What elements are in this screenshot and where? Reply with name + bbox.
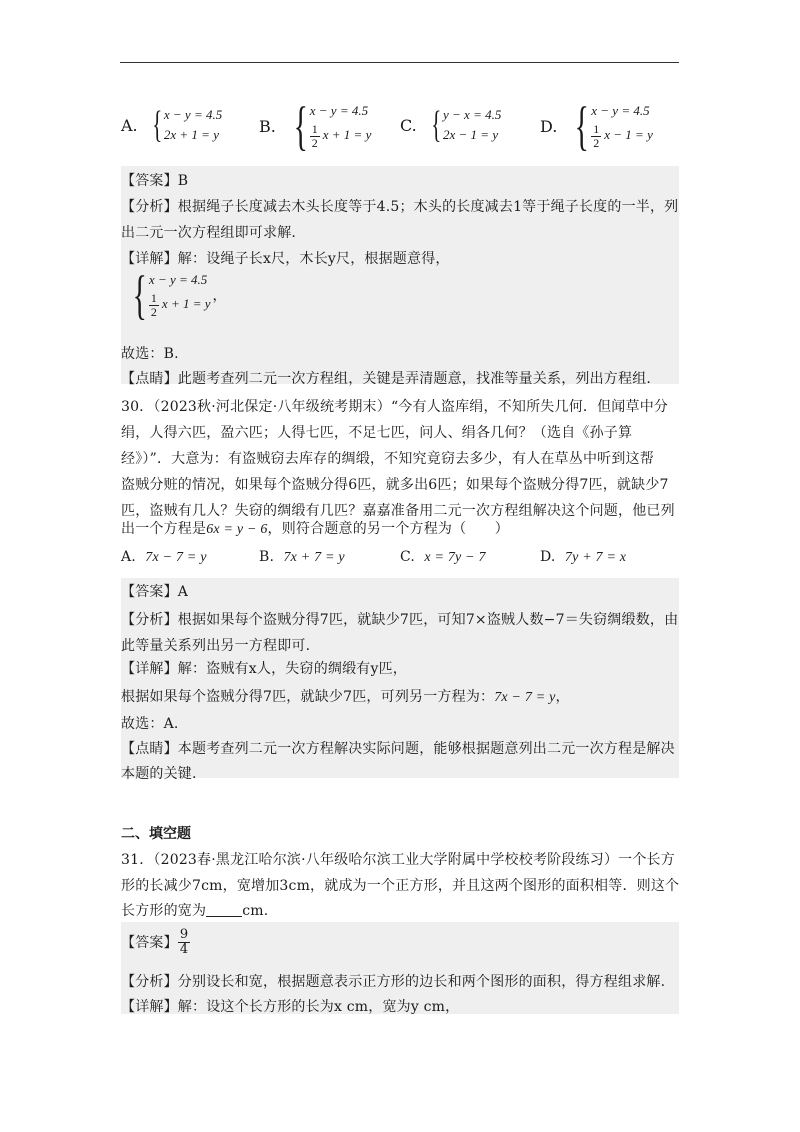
equation: 7x − 7 = y xyxy=(145,550,207,565)
q29-equation-system xyxy=(121,265,227,325)
equation-2: x − 1 = y xyxy=(604,126,653,142)
equation-1: x − y = 4.5 xyxy=(163,107,223,122)
equation-1: x − y = 4.5 xyxy=(591,102,650,118)
option-label: D. xyxy=(540,116,558,136)
q31-line-2: 形的长减少7cm，宽增加3cm，就成为一个正方形，并且这两个图形的面积相等．则这个 xyxy=(121,878,680,894)
q31-analysis: 【分析】分别设长和宽，根据题意表示正方形的边长和两个图形的面积，得方程组求解. xyxy=(121,974,666,990)
equation-1: x − y = 4.5 xyxy=(309,102,369,118)
equation: 7x − 7 = y xyxy=(494,690,556,705)
text: cm. xyxy=(242,903,269,919)
equation-1: y − x = 4.5 xyxy=(443,107,502,122)
q29-analysis-line-1: 【分析】根据绳子长度减去木头长度等于4.5；木头的长度减去1等于绳子长度的一半，列 xyxy=(121,199,679,215)
answer-label: 【答案】 xyxy=(121,935,178,952)
fraction-denominator: 2 xyxy=(150,304,157,319)
q30-analysis-line-2: 此等量关系列出另一方程即可. xyxy=(121,638,311,654)
q29-detail: 【详解】解：设绳子长x尺，木长y尺，根据题意得， xyxy=(121,251,450,267)
q30-line-4: 盗贼分赃的情况，如果每个盗贼分得6匹，就多出6匹；如果每个盗贼分得7匹，就缺少7 xyxy=(121,477,669,493)
equation: 7x + 7 = y xyxy=(283,550,345,565)
text: 出一个方程是 xyxy=(121,521,207,537)
q30-analysis-line-1: 【分析】根据如果每个盗贼分得7匹，就缺少7匹，可知7×盗贼人数−7＝失窃绸缎数，由 xyxy=(121,612,679,628)
q30-detail-line-2 xyxy=(121,686,570,706)
q29-choose: 故选：B. xyxy=(121,346,179,362)
fraction-numerator: 1 xyxy=(150,290,157,305)
q30-line-2: 绢，人得六匹，盈六匹；人得七匹，不足七匹，问人、绢各几何？（选自《孙子算 xyxy=(121,425,633,441)
text: 长方形的宽为 xyxy=(121,903,207,919)
q30-answer: 【答案】A xyxy=(121,584,189,600)
equation-2: x + 1 = y xyxy=(322,126,372,142)
q29-option-c[interactable] xyxy=(400,106,501,144)
q30-line-3: 经》）”．大意为：有盗贼窃去库存的绸缎，不知究竟窃去多少，有人在草丛中听到这帮 xyxy=(121,451,654,467)
q30-choose: 故选：A. xyxy=(121,716,179,732)
text: ，则符合题意的另一个方程为（ ） xyxy=(267,521,509,537)
q30-line-5: 匹，盗贼有几人？失窃的绸缎有几匹？嘉嘉准备用二元一次方程组解决这个问题，他已列 xyxy=(121,503,675,519)
q30-line-6 xyxy=(121,518,509,538)
punctuation: ， xyxy=(212,288,227,304)
q31-line-3 xyxy=(121,900,268,920)
q30-option-d[interactable] xyxy=(540,549,626,566)
fraction-denominator: 2 xyxy=(593,135,600,150)
q30-option-a[interactable] xyxy=(121,549,207,566)
q30-comment-line-2: 本题的关键. xyxy=(121,766,197,782)
option-label: D. xyxy=(540,549,556,565)
option-label: C. xyxy=(400,549,416,565)
equation-1: x − y = 4.5 xyxy=(148,271,208,287)
section-heading: 二、填空题 xyxy=(121,826,191,842)
option-label: A. xyxy=(121,115,138,135)
fraction-denominator: 4 xyxy=(179,941,189,957)
brace-icon: { xyxy=(575,96,590,156)
q30-option-b[interactable] xyxy=(259,549,345,566)
equation: 6x = y − 6 xyxy=(206,522,268,537)
q30-comment-line-1: 【点睛】本题考查列二元一次方程解决实际问题，能够根据题意列出二元一次方程是解决 xyxy=(121,741,675,757)
q30-line-1: 30．（2023秋·河北保定·八年级统考期末）“今有人盗库绢，不知所失几何．但闻草中分 xyxy=(121,399,669,415)
option-label: C. xyxy=(400,115,417,135)
q29-option-d[interactable] xyxy=(540,96,653,156)
fraction-numerator: 9 xyxy=(179,927,189,942)
option-label: B. xyxy=(259,116,276,136)
q30-option-c[interactable] xyxy=(400,549,486,566)
q29-answer: 【答案】B xyxy=(121,173,189,189)
equation-2: x + 1 = y xyxy=(161,295,211,311)
fraction-denominator: 2 xyxy=(311,135,318,150)
q29-option-a[interactable] xyxy=(121,106,222,144)
q29-option-b[interactable] xyxy=(259,96,372,156)
text: ， xyxy=(555,689,570,705)
equation-2: 2x + 1 = y xyxy=(163,127,219,142)
q29-comment: 【点睛】此题考查列二元一次方程组，关键是弄清题意，找准等量关系，列出方程组. xyxy=(121,371,652,387)
q31-detail: 【详解】解：设这个长方形的长为x cm，宽为y cm， xyxy=(121,999,460,1015)
equation: 7y + 7 = x xyxy=(564,550,627,565)
option-label: A. xyxy=(121,549,136,565)
fraction-numerator: 1 xyxy=(311,121,318,136)
q29-analysis-line-2: 出二元一次方程组即可求解. xyxy=(121,225,297,241)
q31-answer xyxy=(121,928,193,956)
option-label: B. xyxy=(259,549,275,565)
brace-icon: { xyxy=(151,104,162,146)
header-rule xyxy=(120,62,679,63)
answer-blank[interactable] xyxy=(206,902,242,917)
fraction-numerator: 1 xyxy=(593,121,600,136)
brace-icon: { xyxy=(430,104,442,146)
equation: x = 7y − 7 xyxy=(424,550,486,565)
equation-2: 2x − 1 = y xyxy=(443,127,499,142)
brace-icon: { xyxy=(293,96,308,156)
text: 根据如果每个盗贼分得7匹，就缺少7匹，可列另一方程为： xyxy=(121,689,495,705)
q30-detail-line-1: 【详解】解：盗贼有x人，失窃的绸缎有y匹， xyxy=(121,661,408,677)
brace-icon: { xyxy=(132,265,147,325)
q31-line-1: 31．（2023春·黑龙江哈尔滨·八年级哈尔滨工业大学附属中学校校考阶段练习）一个长方 xyxy=(121,852,675,868)
